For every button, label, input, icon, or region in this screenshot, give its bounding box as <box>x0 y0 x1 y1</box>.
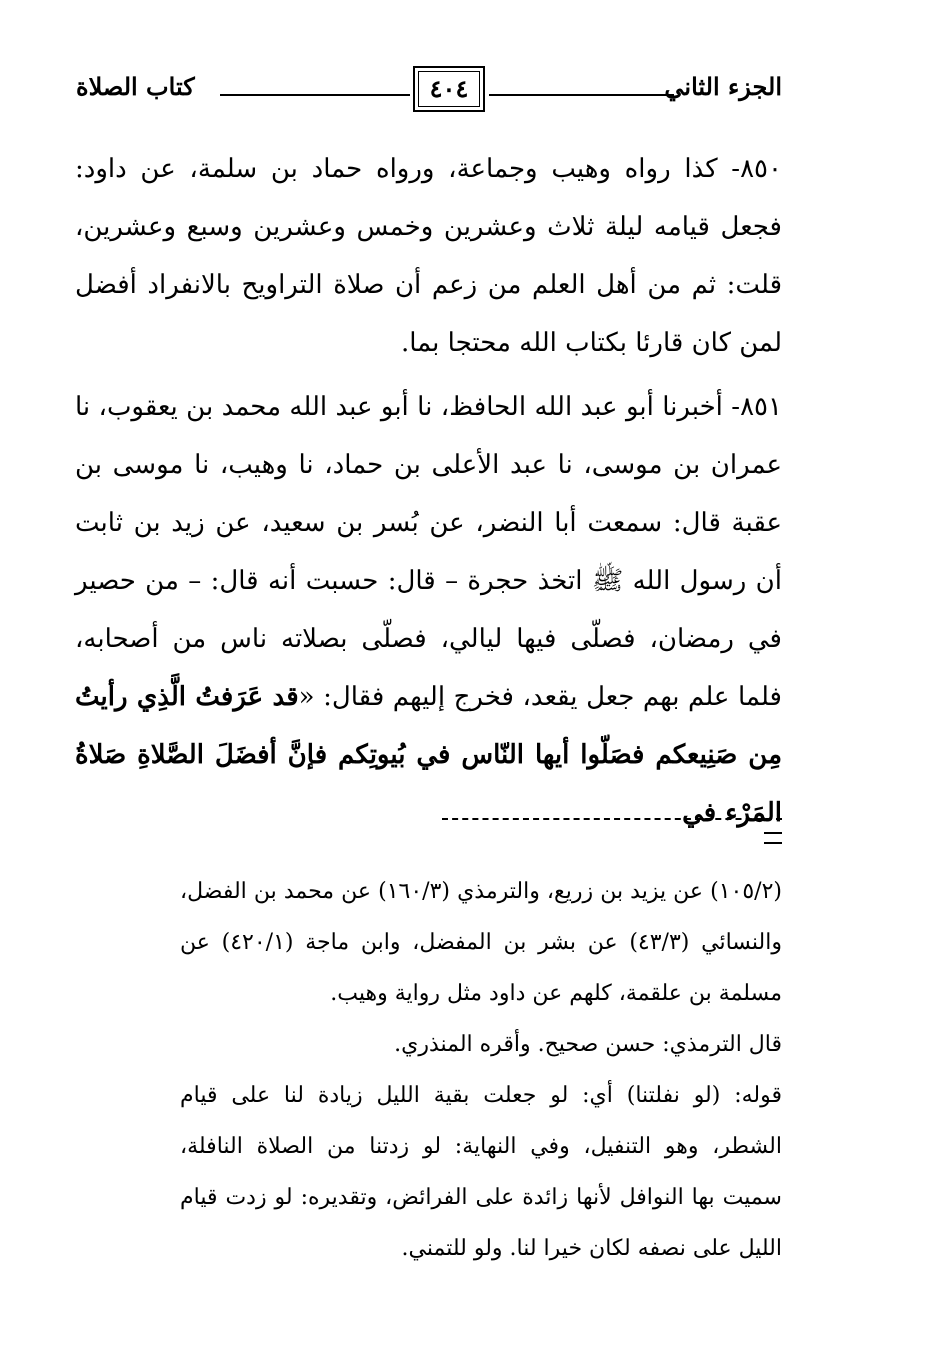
paragraph-851-text: ٨٥١- أخبرنا أبو عبد الله الحافظ، نا أبو عبد الله محمد بن يعقوب، نا عمران بن موسى، نا عبد الأعلى بن حماد، نا وهيب، نا موسى بن عقبة قال: سمعت أبا النضر، عن بُسر بن سعيد، عن زيد بن ثابت أن رسول الله ﷺ اتخذ حجرة – قال: حسبت أنه قال: – من حصير في رمضان، فصلّى فيها ليالي، فصلّى بصلاته ناس من أصحابه، فلما علم بهم جعل يقعد، فخرج إليهم فقال: « <box>75 392 782 712</box>
footnotes <box>180 866 782 1274</box>
footnote-1: (١٠٥/٢) عن يزيد بن زريع، والترمذي (١٦٠/٣) عن محمد بن الفضل، والنسائي (٤٣/٣) عن بشر بن المفضل، وابن ماجة (٤٢٠/١) عن مسلمة بن علقمة، كلهم عن داود مثل رواية وهيب. <box>180 879 782 1006</box>
header-rule-left <box>220 94 410 96</box>
volume-title: الجزء الثاني <box>664 72 782 101</box>
book-title: كتاب الصلاة <box>76 72 195 101</box>
footnote-2: قال الترمذي: حسن صحيح. وأقره المنذري. <box>394 1032 782 1057</box>
paragraph-851 <box>75 378 782 842</box>
paragraph-850: ٨٥٠- كذا رواه وهيب وجماعة، ورواه حماد بن سلمة، عن داود: فجعل قيامه ليلة ثلاث وعشرين وخمس وعشرين وسبع وعشرين، قلت: ثم من أهل العلم من زعم أن صلاة التراويح بالانفراد أفضل لمن كان قارئا بكتاب الله محتجا بما. <box>75 154 782 358</box>
page-header <box>70 66 782 116</box>
hadith-quote: قد عَرَفتُ الَّذِي رأيتُ مِن صَنِيعكم فصَلّوا أيها النّاس في بُيوتِكم فإنَّ أفضَلَ الصَّلاةِ صَلاةُ المَرْء في <box>75 682 782 828</box>
footnote-separator <box>442 818 782 820</box>
header-rule-right <box>489 94 674 96</box>
footnote-3: قوله: (لو نفلتنا) أي: لو جعلت بقية الليل زيادة لنا على قيام الشطر، وهو التنفيل، وفي النهاية: لو زدتنا من الصلاة النافلة، سميت بها النوافل لأنها زائدة على الفرائض، وتقديره: لو زدت قيام الليل على نصفه لكان خيرا لنا. ولو للتمني. <box>180 1083 782 1261</box>
page-number: ٤٠٤ <box>413 66 485 112</box>
main-text <box>75 140 782 842</box>
footnote-separator-mark <box>764 832 782 844</box>
